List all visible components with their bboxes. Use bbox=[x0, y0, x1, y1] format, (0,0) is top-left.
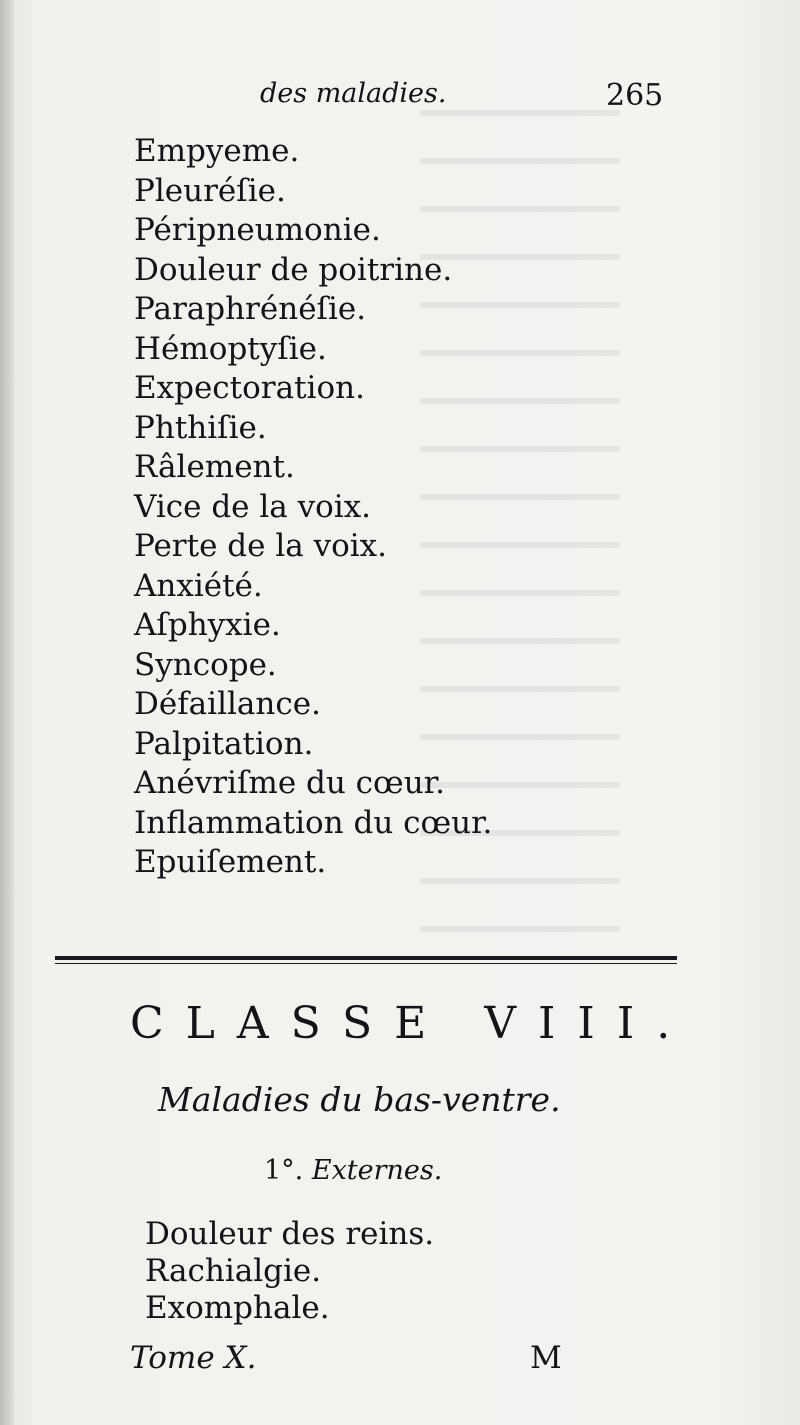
list-item: Syncope. bbox=[134, 646, 277, 683]
list-item: Expectoration. bbox=[134, 370, 365, 406]
list-item: Hémoptyſie. bbox=[134, 330, 327, 367]
list-item: Phthiſie. bbox=[134, 409, 267, 446]
list-item: Douleur de poitrine. bbox=[134, 251, 453, 288]
list-item: Rachialgie. bbox=[145, 1253, 322, 1289]
section-divider-rule bbox=[55, 956, 677, 965]
divider-thin-line bbox=[55, 963, 677, 964]
subsection-heading bbox=[264, 1155, 442, 1186]
running-head: des maladies. bbox=[260, 78, 447, 109]
subsection-number: 1°. bbox=[264, 1155, 304, 1186]
list-item: Exomphale. bbox=[145, 1290, 330, 1326]
list-item: Anévriſme du cœur. bbox=[134, 765, 445, 801]
list-item: Perte de la voix. bbox=[134, 528, 388, 564]
list-item: Palpitation. bbox=[134, 725, 314, 762]
volume-signature: Tome X. bbox=[130, 1340, 257, 1376]
list-item: Empyeme. bbox=[134, 133, 300, 169]
list-item: Epuiſement. bbox=[134, 844, 327, 880]
page-gutter bbox=[0, 0, 14, 1425]
class-disease-list bbox=[145, 1216, 434, 1327]
gathering-signature: M bbox=[530, 1340, 562, 1376]
list-item: Péripneumonie. bbox=[134, 212, 381, 248]
list-item: Pleuréſie. bbox=[134, 172, 286, 209]
list-item: Défaillance. bbox=[134, 686, 321, 722]
list-item: Râlement. bbox=[134, 449, 295, 485]
list-item: Anxiété. bbox=[134, 567, 263, 604]
list-item: Paraphrénéſie. bbox=[134, 291, 367, 327]
divider-thick-line bbox=[55, 956, 677, 960]
list-item: Aſphyxie. bbox=[134, 607, 281, 643]
class-subtitle: Maladies du bas-ventre. bbox=[158, 1080, 561, 1119]
disease-list bbox=[134, 132, 492, 883]
subsection-label: Externes. bbox=[311, 1155, 443, 1186]
class-heading: CLASSE VIII. bbox=[130, 998, 693, 1049]
list-item: Douleur des reins. bbox=[145, 1216, 435, 1252]
list-item: Inflammation du cœur. bbox=[134, 804, 493, 841]
page-number: 265 bbox=[606, 78, 664, 113]
list-item: Vice de la voix. bbox=[134, 488, 372, 525]
